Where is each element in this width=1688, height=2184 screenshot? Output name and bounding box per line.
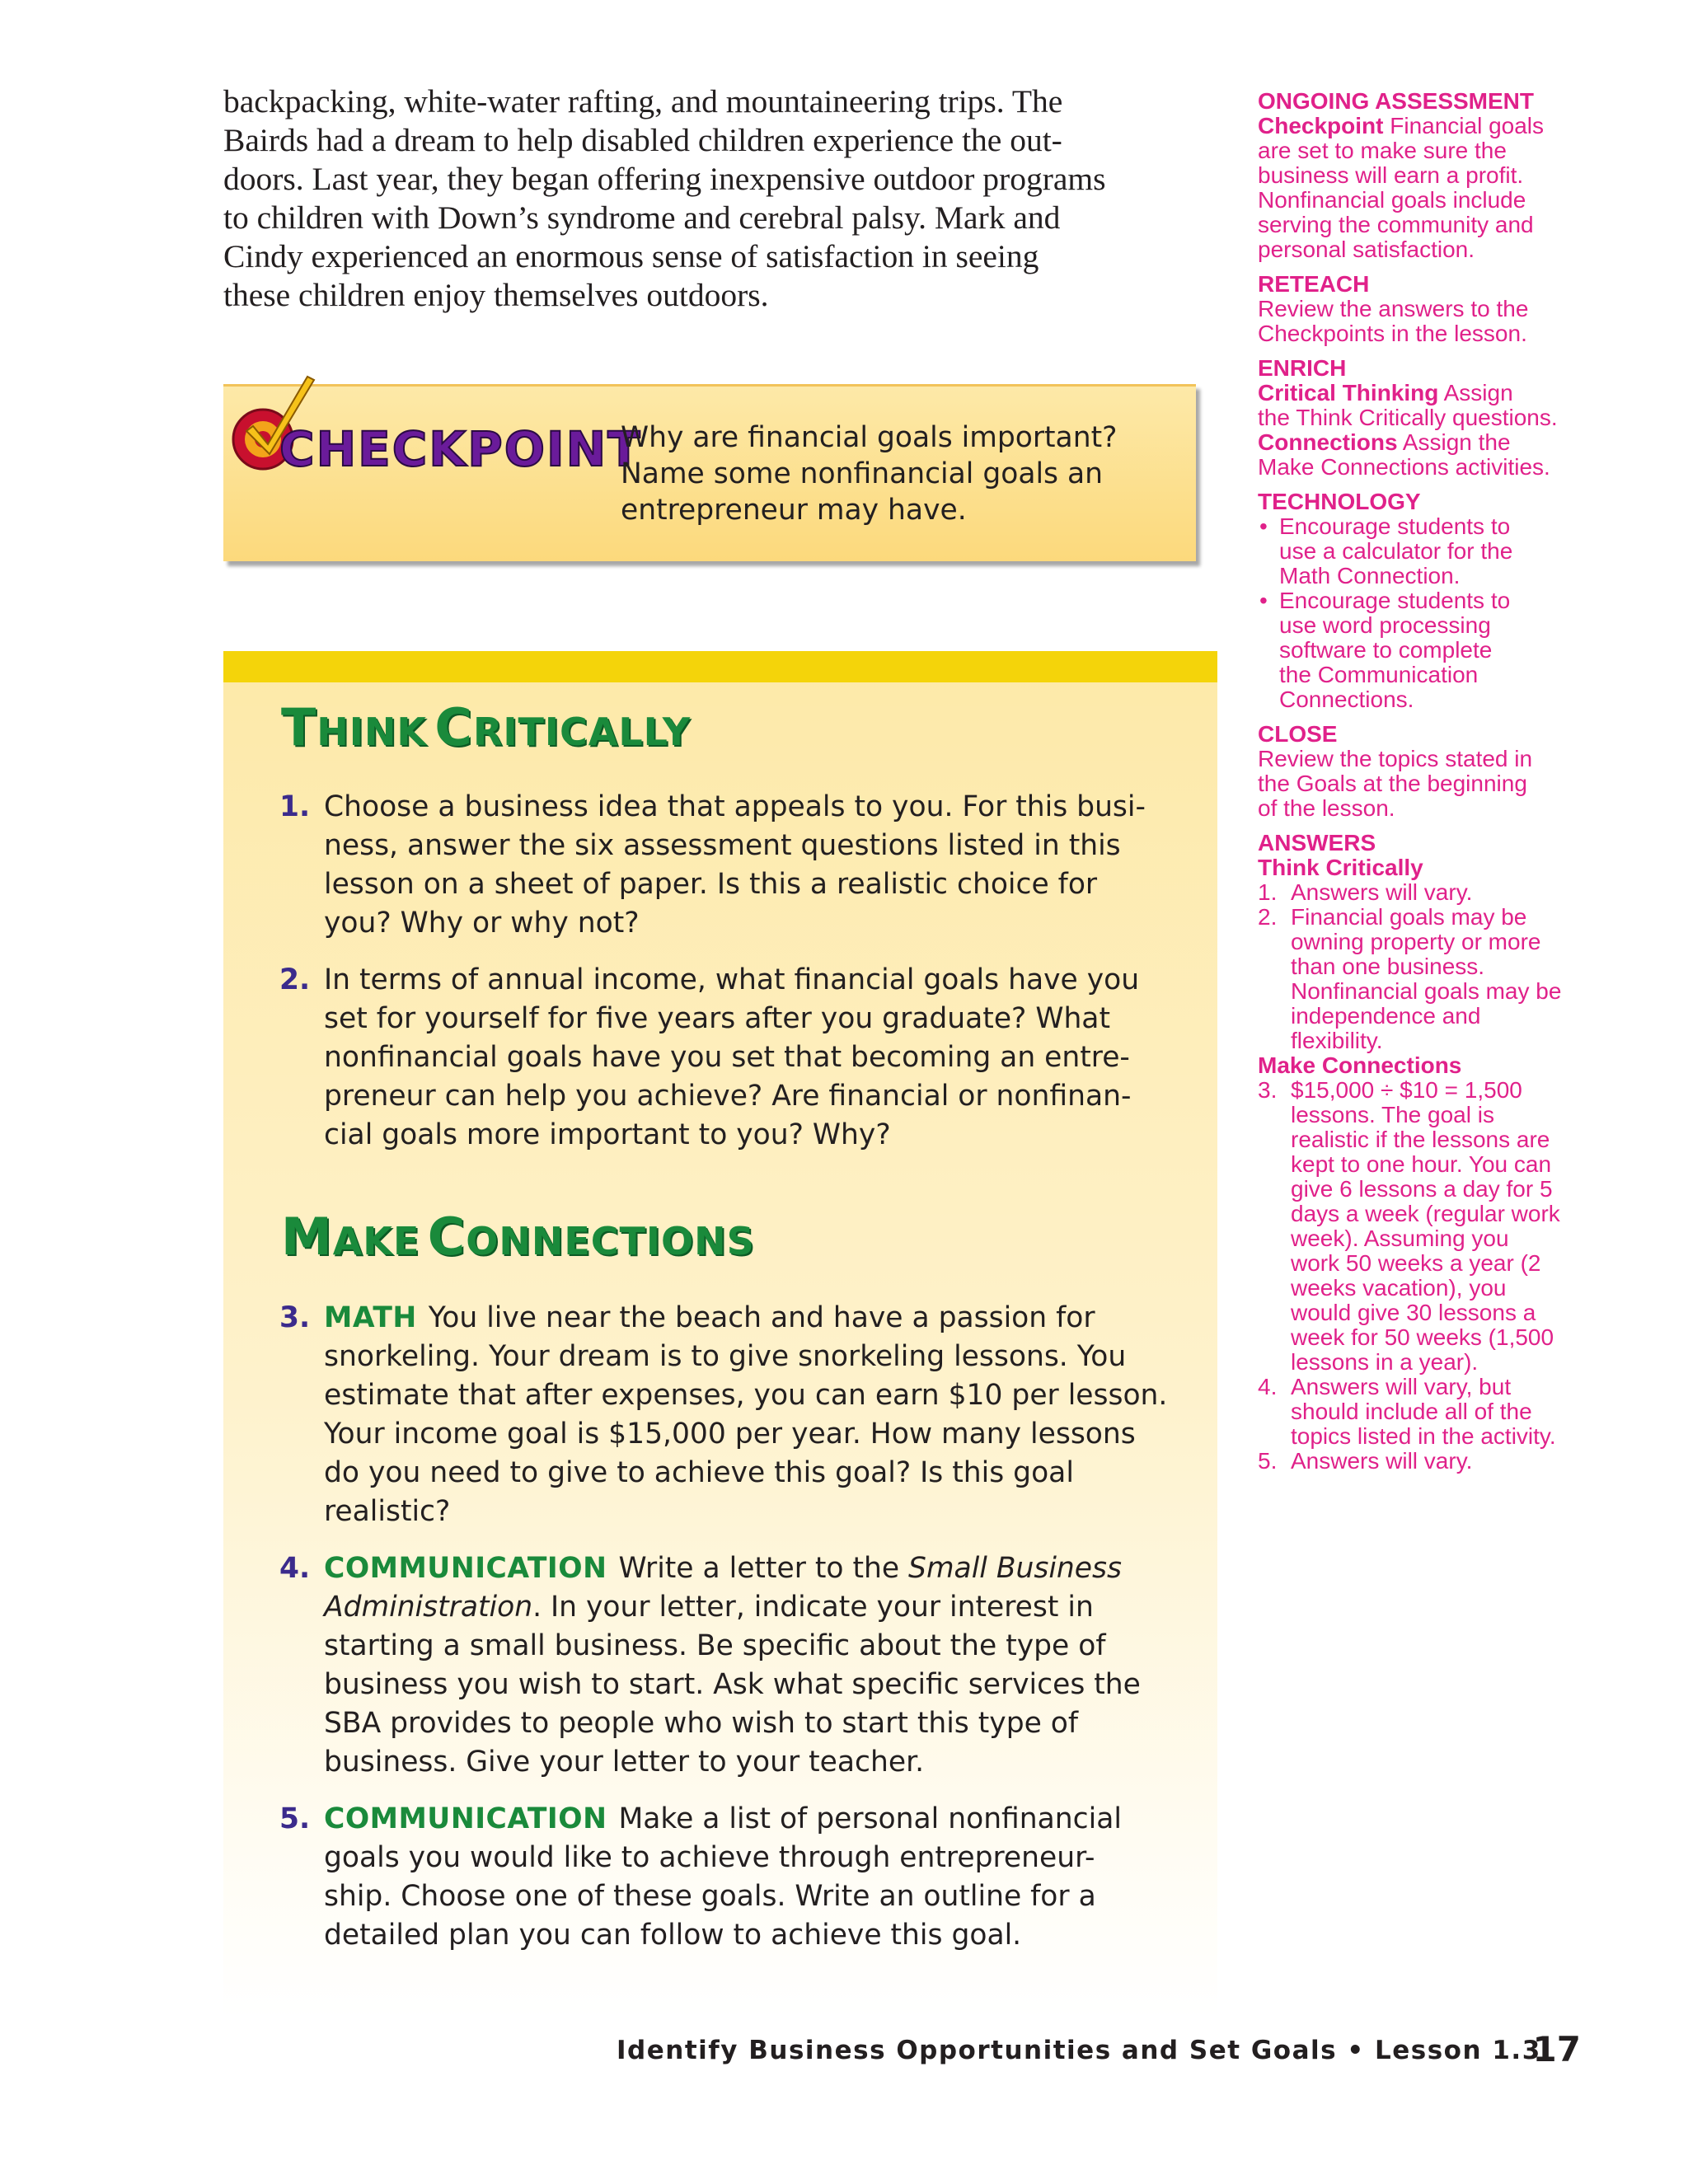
item-number: 2. — [279, 963, 311, 996]
think-critically-list — [279, 788, 1194, 1155]
intro-line: Bairds had a dream to help disabled children experience the out- — [223, 122, 1062, 158]
bullet-icon: • — [1259, 588, 1268, 613]
sidebar-heading: RETEACH — [1258, 271, 1370, 297]
page-footer — [617, 2029, 1581, 2067]
page-number: 17 — [1532, 2029, 1581, 2069]
make-connections-list — [279, 1299, 1194, 1955]
item-number: 3. — [279, 1301, 311, 1334]
intro-line: these children enjoy themselves outdoors. — [223, 277, 769, 313]
intro-paragraph — [223, 82, 1221, 315]
sidebar-technology — [1258, 490, 1604, 712]
teacher-sidebar — [1258, 89, 1604, 1483]
list-item: 4. COMMUNICATION Write a letter to the Small Business Administration. In your letter, indicate your interest in starting a small business. Be specific about the type of business you wish to start. Ask what specific services the SBA provides to people who wish to start this type of business. Give your letter to your teacher. — [279, 1549, 1194, 1782]
intro-line: backpacking, white-water rafting, and mountaineering trips. The — [223, 83, 1063, 120]
sidebar-answers — [1258, 831, 1604, 1474]
sidebar-heading: ONGOING ASSESSMENT — [1258, 88, 1535, 114]
subject-tag: MATH — [324, 1301, 417, 1334]
item-number: 5. — [279, 1802, 311, 1835]
list-item: 1. Choose a business idea that appeals to you. For this busi- ness, answer the six assessment questions listed in this lesson on a sheet of paper. Is this a realistic choice for you? Why or why not? — [279, 788, 1194, 943]
answer-item: 4. Answers will vary, but should include all of the topics listed in the activity. — [1258, 1374, 1556, 1449]
sidebar-close: CLOSE Review the topics stated in the Goals at the beginning of the lesson. — [1258, 722, 1604, 821]
think-critically-heading: THINK CRITICALLY — [281, 697, 692, 757]
sidebar-heading: CLOSE — [1258, 721, 1338, 747]
checkpoint-logo-text: CHECKPOINT — [279, 421, 642, 477]
intro-line: to children with Down’s syndrome and cerebral palsy. Mark and — [223, 199, 1061, 236]
subject-tag: COMMUNICATION — [324, 1802, 607, 1835]
item-number: 1. — [279, 790, 311, 823]
sidebar-subheading: Make Connections — [1258, 1052, 1462, 1078]
intro-line: doors. Last year, they began offering inexpensive outdoor programs — [223, 161, 1106, 197]
checkpoint-box — [223, 384, 1196, 561]
sidebar-bullet-item: • Encourage students to use a calculator for the Math Connection. — [1259, 513, 1513, 588]
bullet-icon: • — [1259, 513, 1268, 539]
answer-item: 2. Financial goals may be owning property or more than one business. Nonfinancial goals may be independence and flexibility. — [1258, 904, 1562, 1053]
answer-item: 3. $15,000 ÷ $10 = 1,500 lessons. The goal is realistic if the lessons are kept to one hour. You can give 6 lessons a day for 5 days a week (regular work week). Assuming you work 50 weeks a year (2 weeks vacation), you would give 30 lessons a week for 50 weeks (1,500 lessons in a year). — [1258, 1077, 1560, 1375]
sidebar-enrich: ENRICH Critical Thinking Assign the Think Critically questions. Connections Assign the Make Connections activities. — [1258, 356, 1604, 480]
activity-top-bar — [223, 651, 1217, 682]
sidebar-ongoing-assessment: ONGOING ASSESSMENT Checkpoint Financial goals are set to make sure the business will earn a profit. Nonfinancial goals include serving the community and personal satisfaction. — [1258, 89, 1604, 262]
checkpoint-logo — [228, 368, 642, 484]
answer-item: 1. Answers will vary. — [1258, 879, 1473, 905]
list-item: 3. MATH You live near the beach and have a passion for snorkeling. Your dream is to give snorkeling lessons. You estimate that after expenses, you can earn $10 per lesson. Your income goal is $15,000 per year. How many lessons do you need to give to achieve this goal? Is this goal realistic? — [279, 1299, 1194, 1531]
intro-line: Cindy experienced an enormous sense of satisfaction in seeing — [223, 238, 1039, 274]
sidebar-subheading: Think Critically — [1258, 855, 1423, 880]
subject-tag: COMMUNICATION — [324, 1552, 607, 1585]
item-number: 4. — [279, 1552, 311, 1585]
list-item: 2. In terms of annual income, what financial goals have you set for yourself for five years after you graduate? What nonfinancial goals have you set that becoming an entre- preneur can help you achieve? Are financial or nonfinan- cial goals more important to you? Why? — [279, 961, 1194, 1155]
activity-box — [223, 651, 1217, 2019]
sidebar-heading: ENRICH — [1258, 355, 1347, 381]
list-item: 5. COMMUNICATION Make a list of personal nonfinancial goals you would like to achieve through entrepreneur- ship. Choose one of these goals. Write an outline for a detailed plan you can follow to achieve this goal. — [279, 1800, 1194, 1955]
answer-item: 5. Answers will vary. — [1258, 1448, 1473, 1474]
checkpoint-line: Why are financial goals important? — [621, 421, 1118, 454]
checkpoint-question — [621, 419, 1181, 528]
checkpoint-line: entrepreneur may have. — [621, 494, 967, 527]
sidebar-bullet-item: • Encourage students to use word processing software to complete the Communication Connections. — [1259, 588, 1511, 712]
checkpoint-line: Name some nonfinancial goals an — [621, 457, 1104, 490]
make-connections-heading: MAKE CONNECTIONS — [281, 1207, 755, 1267]
footer-lesson-title: Identify Business Opportunities and Set Goals • Lesson 1.3 — [617, 2036, 1541, 2065]
sidebar-heading: ANSWERS — [1258, 830, 1376, 855]
sidebar-heading: TECHNOLOGY — [1258, 489, 1421, 514]
sidebar-reteach: RETEACH Review the answers to the Checkpoints in the lesson. — [1258, 272, 1604, 346]
